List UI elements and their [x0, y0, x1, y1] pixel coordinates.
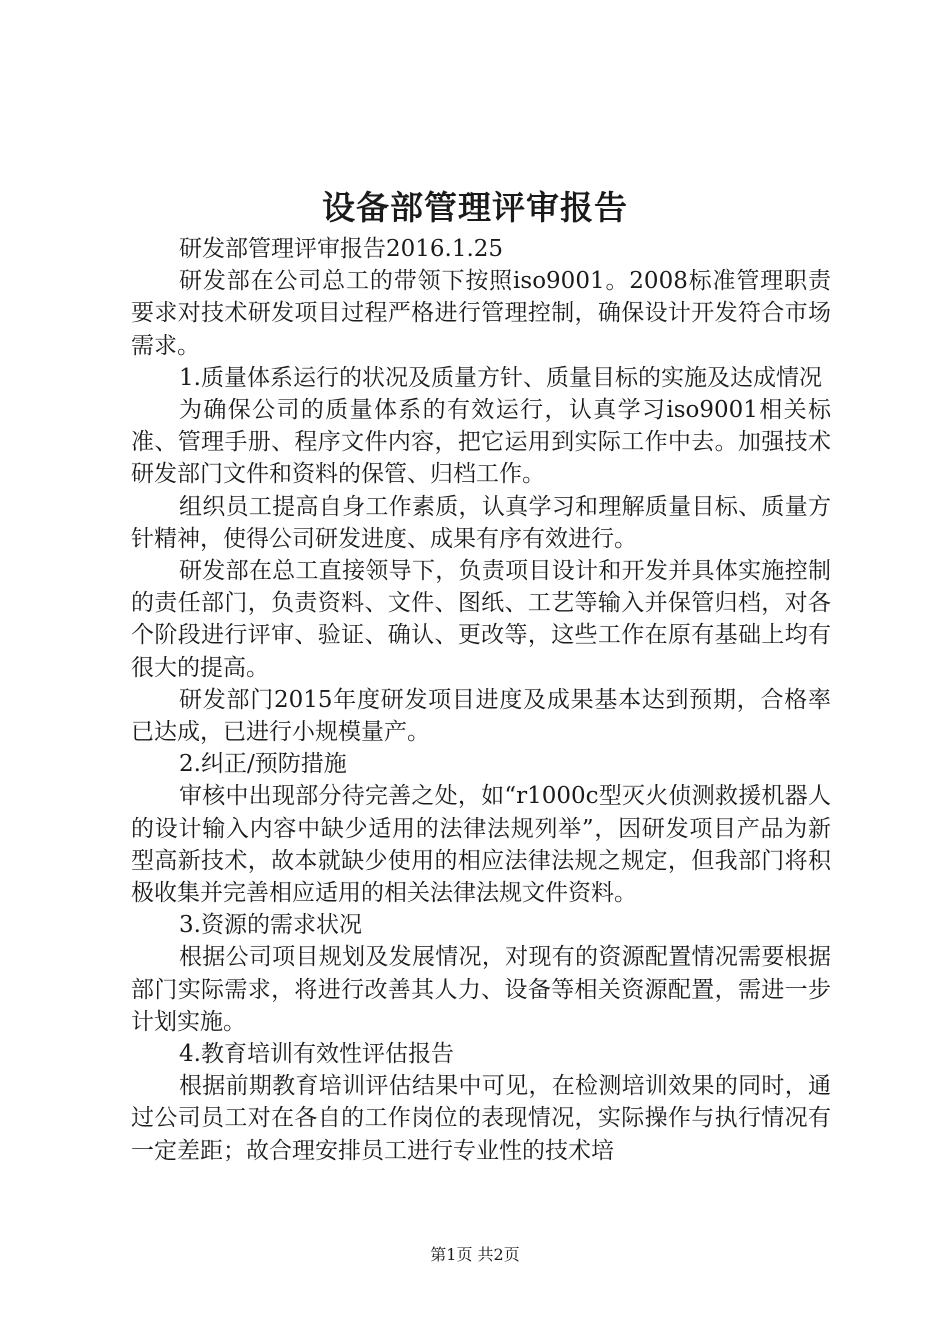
paragraph: 根据公司项目规划及发展情况，对现有的资源配置情况需要根据部门实际需求，将进行改善其人力、设备等相关资源配置，需进一步计划实施。: [131, 944, 831, 1035]
section-heading-1: 1.质量体系运行的状况及质量方针、质量目标的实施及达成情况: [179, 364, 822, 391]
paragraph: 组织员工提高自身工作素质，认真学习和理解质量目标、质量方针精神，使得公司研发进度、成果有序有效进行。: [131, 493, 831, 552]
section-heading-4: 4.教育培训有效性评估报告: [179, 1041, 454, 1068]
paragraph: 为确保公司的质量体系的有效运行，认真学习iso9001相关标准、管理手册、程序文件内容，把它运用到实际工作中去。加强技术研发部门文件和资料的保管、归档工作。: [131, 397, 831, 488]
paragraph: 研发部在总工直接领导下，负责项目设计和开发并具体实施控制的责任部门，负责资料、文件、图纸、工艺等输入并保管归档，对各个阶段进行评审、验证、确认、更改等，这些工作在原有基础上均有很大的提高。: [131, 558, 831, 681]
paragraph-intro: 研发部在公司总工的带领下按照iso9001。2008标准管理职责要求对技术研发项目过程严格进行管理控制，确保设计开发符合市场需求。: [131, 268, 831, 359]
document-body: [131, 233, 831, 1167]
section-heading-2: 2.纠正/预防措施: [179, 751, 347, 778]
section-heading-3: 3.资源的需求状况: [179, 912, 362, 939]
paragraph-report-heading: 研发部管理评审报告2016.1.25: [179, 236, 504, 262]
paragraph: 审核中出现部分待完善之处，如“r1000c型灭火侦测救援机器人的设计输入内容中缺少适用的法律法规列举”，因研发项目产品为新型高新技术，故本就缺少使用的相应法律法规之规定，但我部门将积极收集并完善相应适用的相关法律法规文件资料。: [131, 783, 831, 907]
document-title: 设备部管理评审报告: [322, 188, 628, 227]
paragraph: 研发部门2015年度研发项目进度及成果基本达到预期，合格率已达成，已进行小规模量产。: [131, 686, 831, 746]
paragraph: 根据前期教育培训评估结果中可见，在检测培训效果的同时，通过公司员工对在各自的工作岗位的表现情况，实际操作与执行情况有一定差距；故合理安排员工进行专业性的技术培: [131, 1073, 831, 1164]
page-number-footer: 第1页 共2页: [430, 1245, 520, 1264]
